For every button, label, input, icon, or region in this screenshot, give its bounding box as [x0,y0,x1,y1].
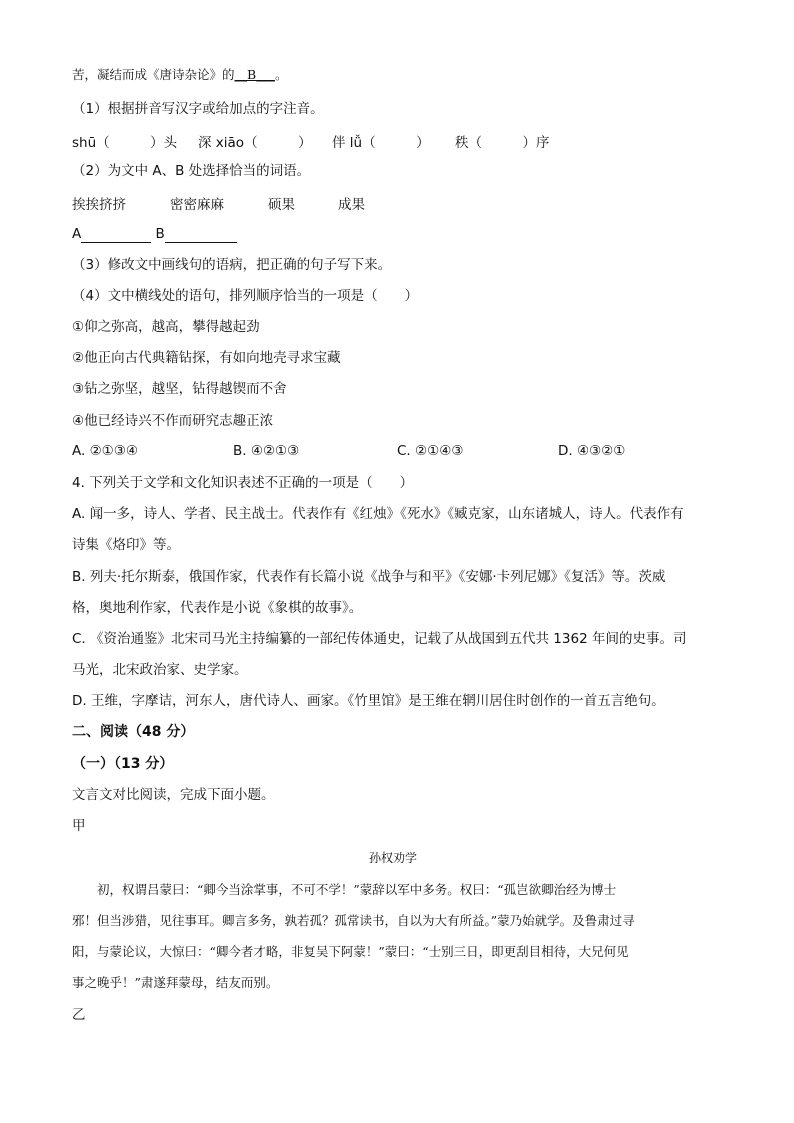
passage-line-2: 邪！但当涉猎，见往事耳。卿言多务，孰若孤？孤常读书，自以为大有所益。”蒙乃始就学。及鲁肃过寻 [72,913,635,928]
q2-a-label: A [72,226,82,242]
q2-b-blank[interactable] [165,228,237,243]
q2-word-4: 成果 [338,197,365,213]
intro-line [72,66,287,84]
q4-sentence-2: ②他正向古代典籍钻探，有如向地壳寻求宝藏 [72,350,341,366]
q1-item-2: 深 xiāo（ ） [198,135,312,151]
q5-b-line-1: B. 列夫·托尔斯泰，俄国作家，代表作有长篇小说《战争与和平》《安娜·卡列尼娜》《复活》等。茨威 [72,569,666,585]
passage-line-1: 初，权谓吕蒙曰：“卿今当涂掌事，不可不学！”蒙辞以军中多务。权曰：“孤岂欲卿治经为博士 [72,882,617,897]
q2-a-blank[interactable] [81,228,151,243]
q2-word-3: 硕果 [268,197,295,213]
q5-c-line-1: C. 《资治通鉴》北宋司马光主持编纂的一部纪传体通史，记载了从战国到五代共 1362 年间的史事。司 [72,631,687,647]
q1-item-4: 秩（ ）序 [455,135,550,151]
q2-b-label: B [155,226,165,242]
passage-line-3: 阳，与蒙论议，大惊曰：“卿今者才略，非复吴下阿蒙！”蒙曰：“士别三日，即更刮目相待，大兄何见 [72,944,629,959]
q5-c-line-2: 马光，北宋政治家、史学家。 [72,662,248,678]
q2-word-1: 挨挨挤挤 [72,197,126,213]
q1-item-3: 伴 lǚ（ ） [332,135,430,151]
q4-option-a: A. ②①③④ [72,443,138,459]
q1-item-1: shū（ ）头 [72,135,178,151]
q5-prompt: 4. 下列关于文学和文化知识表述不正确的一项是（ ） [72,475,414,491]
q4-sentence-1: ①仰之弥高，越高，攀得越起劲 [72,319,260,335]
section-title: 二、阅读（48 分） [72,724,195,740]
q5-b-line-2: 格，奥地利作家，代表作是小说《象棋的故事》。 [72,600,363,616]
passage-label-jia: 甲 [72,818,86,834]
q5-a-line-1: A. 闻一多，诗人、学者、民主战士。代表作有《红烛》《死水》《臧克家，山东诸城人，诗人。代表作有 [72,506,684,522]
intro-suffix: 。 [274,67,288,82]
intro-answer: __B___ [234,67,275,82]
q4-sentence-3: ③钻之弥坚，越坚，钻得越锲而不舍 [72,381,287,397]
passage-line-4: 事之晚乎！”肃遂拜蒙母，结友而别。 [72,975,279,990]
q4-sentence-4: ④他已经诗兴不作而研究志趣正浓 [72,413,274,429]
intro-prefix: 苦，凝结而成《唐诗杂论》的 [72,67,235,82]
q2-answer-line [72,225,237,243]
section-instruction: 文言文对比阅读，完成下面小题。 [72,787,275,803]
section-subtitle: （一）（13 分） [72,756,174,772]
q1-prompt: （1）根据拼音写汉字或给加点的字注音。 [72,101,324,117]
passage-label-yi: 乙 [72,1007,86,1023]
q2-prompt: （2）为文中 A、B 处选择恰当的词语。 [72,163,311,179]
q4-option-d: D. ④③②① [558,443,626,459]
q4-option-b: B. ④②①③ [233,443,300,459]
q3-prompt: （3）修改文中画线句的语病，把正确的句子写下来。 [72,257,392,273]
passage-title: 孙权劝学 [369,851,418,865]
q5-a-line-2: 诗集《烙印》等。 [72,537,180,553]
q2-word-2: 密密麻麻 [170,197,224,213]
q5-d-line-1: D. 王维，字摩诘，河东人，唐代诗人、画家。《竹里馆》是王维在辋川居住时创作的一首五言绝句。 [72,693,665,709]
q4-prompt: （4）文中横线处的语句，排列顺序恰当的一项是（ ） [72,288,419,304]
q4-option-c: C. ②①④③ [397,443,464,459]
